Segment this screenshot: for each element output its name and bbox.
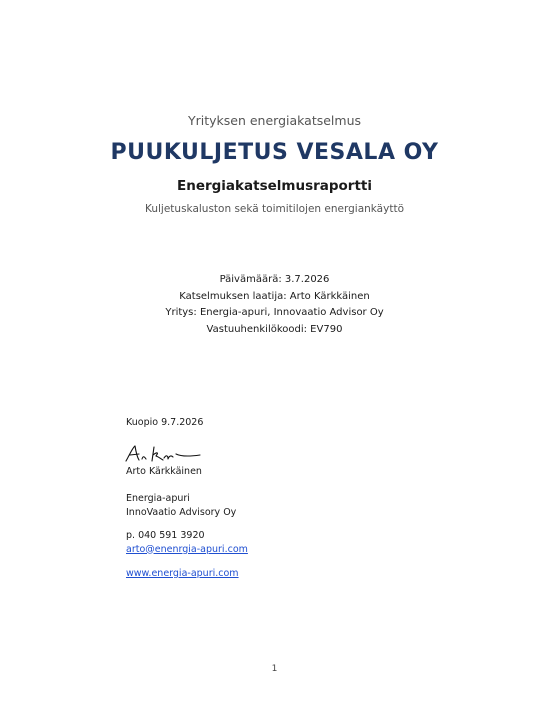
org-line-1: Energia-apuri bbox=[126, 493, 190, 504]
meta-date: Päivämäärä: 3.7.2026 bbox=[219, 274, 330, 285]
page-number: 1 bbox=[271, 664, 278, 674]
meta-block bbox=[0, 272, 549, 338]
website-link[interactable]: www.energia-apuri.com bbox=[126, 568, 239, 579]
report-subtitle: Kuljetuskaluston sekä toimitilojen energiankäyttö bbox=[145, 203, 404, 215]
meta-author: Katselmuksen laatija: Arto Kärkkäinen bbox=[179, 290, 370, 302]
meta-id: Vastuuhenkilökoodi: EV790 bbox=[206, 323, 343, 335]
org-line-2: InnoVaatio Advisory Oy bbox=[126, 506, 237, 518]
meta-company: Yritys: Energia-apuri, Innovaatio Advisor Oy bbox=[165, 307, 384, 318]
cover-supertitle: Yrityksen energiakatselmus bbox=[187, 113, 362, 128]
place-date: Kuopio 9.7.2026 bbox=[126, 417, 204, 428]
report-title: Energiakatselmusraportti bbox=[176, 178, 373, 194]
handwritten-signature bbox=[124, 444, 204, 464]
signer-name: Arto Kärkkäinen bbox=[126, 466, 202, 477]
website-block bbox=[126, 567, 239, 581]
organization-block bbox=[126, 492, 236, 519]
contact-block bbox=[126, 529, 248, 556]
company-title: PUUKULJETUS VESALA OY bbox=[110, 140, 439, 165]
email-link[interactable]: arto@enenrgia-apuri.com bbox=[126, 543, 248, 555]
phone-number: p. 040 591 3920 bbox=[126, 530, 205, 541]
